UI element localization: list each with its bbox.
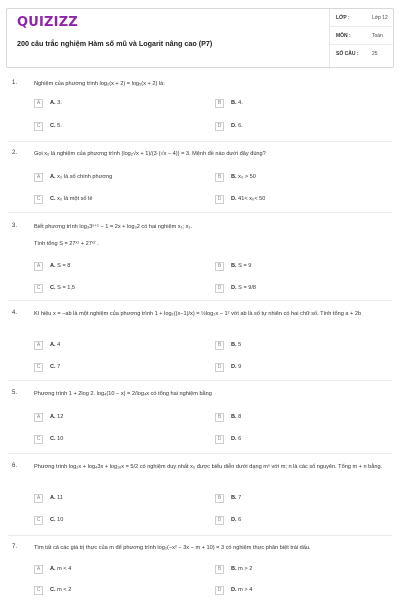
option-value: 11 — [57, 495, 63, 501]
option-label: C. — [50, 436, 56, 442]
option-label: C. — [50, 364, 56, 370]
option-value: x₀ là số chính phương — [57, 174, 113, 180]
option-label: C. — [50, 587, 56, 593]
option-label: A. — [50, 263, 56, 269]
option-value: 7 — [238, 495, 242, 501]
question-text: Biết phương trình log₃3ˣ⁺¹ − 1 = 2x + log₃2 có hai nghiệm x₁; x₂. — [34, 224, 193, 230]
option-value: m > 4 — [238, 587, 253, 593]
option-label: B. — [231, 566, 237, 572]
option-value: 5. — [57, 123, 62, 129]
option-label: D. — [231, 196, 237, 202]
meta-row-grade — [330, 11, 395, 27]
question-text-line2: Tính tổng S = 27ˣ¹ + 27ˣ² . — [34, 241, 99, 247]
option-label: B. — [231, 342, 237, 348]
option-value: 4. — [238, 100, 243, 106]
worksheet-header — [6, 8, 394, 68]
meta-key: LỚP : — [336, 15, 350, 21]
option-label: D. — [231, 587, 237, 593]
option-value: m > 2 — [238, 566, 253, 572]
meta-row-subject — [330, 29, 395, 45]
option-letter-box: A — [34, 173, 43, 182]
option-letter-box: D — [215, 195, 224, 204]
option-label: C. — [50, 517, 56, 523]
option-value: x₀ > 50 — [238, 174, 256, 180]
option-label: D. — [231, 123, 237, 129]
option-label: C. — [50, 196, 56, 202]
question-divider — [8, 453, 392, 454]
option-label: A. — [50, 566, 56, 572]
question-number: 3. — [12, 223, 18, 229]
question-divider — [8, 141, 392, 142]
question-text: Kí hiệu x = −ab là một nghiệm của phương trình 1 + log₂((x−1)/x) = ½log₂x − 1² với ab là số tự nhiên có hai chữ số. Tính tổng a + 2b — [34, 311, 362, 317]
question-divider — [8, 380, 392, 381]
question-divider — [8, 300, 392, 301]
option-letter-box: B — [215, 565, 224, 574]
option-letter-box: D — [215, 284, 224, 293]
option-letter-box: C — [34, 586, 43, 595]
quizizz-logo[interactable]: QUIZIZZ — [17, 15, 78, 30]
option-label: D. — [231, 517, 237, 523]
option-letter-box: B — [215, 173, 224, 182]
option-label: A. — [50, 174, 56, 180]
option-letter-box: C — [34, 516, 43, 525]
option-letter-box: A — [34, 565, 43, 574]
option-letter-box: C — [34, 195, 43, 204]
question-divider — [8, 212, 392, 213]
option-letter-box: C — [34, 122, 43, 131]
option-letter-box: B — [215, 262, 224, 271]
option-value: x₀ là một số lẻ — [57, 196, 93, 202]
option-letter-box: A — [34, 262, 43, 271]
option-label: B. — [231, 414, 237, 420]
option-letter-box: A — [34, 99, 43, 108]
question-number: 4. — [12, 310, 18, 316]
option-value: 6. — [238, 123, 243, 129]
option-label: A. — [50, 100, 56, 106]
option-letter-box: C — [34, 435, 43, 444]
option-letter-box: D — [215, 122, 224, 131]
option-label: D. — [231, 364, 237, 370]
option-letter-box: D — [215, 586, 224, 595]
option-value: 41< x₀< 50 — [238, 196, 266, 202]
option-value: 6 — [238, 517, 242, 523]
question-text: Tìm tất cả các giá trị thực của m để phương trình log₂(−x² − 3x − m + 10) = 3 có nghiệm thực phân biệt trái dấu. — [34, 545, 311, 551]
option-label: A. — [50, 414, 56, 420]
option-label: C. — [50, 123, 56, 129]
meta-value: 25 — [372, 51, 378, 57]
option-label: D. — [231, 436, 237, 442]
option-letter-box: B — [215, 99, 224, 108]
option-value: S = 9 — [238, 263, 252, 269]
worksheet-meta — [329, 9, 395, 69]
option-value: 12 — [57, 414, 64, 420]
option-letter-box: A — [34, 413, 43, 422]
option-letter-box: D — [215, 363, 224, 372]
option-value: 10 — [57, 517, 64, 523]
option-value: 4 — [57, 342, 61, 348]
question-number: 5. — [12, 390, 18, 396]
option-label: A. — [50, 342, 56, 348]
option-value: 7 — [57, 364, 61, 370]
meta-value: Toán — [372, 33, 383, 39]
question-number: 7. — [12, 544, 18, 550]
option-letter-box: C — [34, 284, 43, 293]
option-letter-box: D — [215, 435, 224, 444]
meta-key: MÔN : — [336, 33, 351, 39]
question-text: Gọi x₀ là nghiệm của phương trình (log₂√x + 1)/(3·(√x − 4)) = 3. Mệnh đề nào dưới đây đúng? — [34, 151, 266, 157]
option-value: 5 — [238, 342, 242, 348]
option-value: S = 8 — [57, 263, 71, 269]
option-value: 3. — [57, 100, 62, 106]
question-text: Phương trình log₂x + log₄3x + log₁₆x = 5/2 có nghiệm duy nhất x₀ được biểu diễn dưới dạng mⁿ với m; n là các số nguyên. Tổng m + n bằng. — [34, 464, 383, 470]
option-value: m < 4 — [57, 566, 72, 572]
option-label: B. — [231, 174, 237, 180]
option-value: S = 9/8 — [238, 285, 257, 291]
meta-value: Lớp 12 — [372, 15, 388, 21]
option-letter-box: D — [215, 516, 224, 525]
option-value: 10 — [57, 436, 64, 442]
option-label: B. — [231, 495, 237, 501]
option-label: C. — [50, 285, 56, 291]
question-divider — [8, 535, 392, 536]
option-label: B. — [231, 263, 237, 269]
option-label: D. — [231, 285, 237, 291]
option-value: 9 — [238, 364, 242, 370]
question-text: Phương trình 1 + 2log 2. log₄(10 − x) = 2/log₄x có tổng hai nghiệm bằng — [34, 391, 212, 397]
option-letter-box: A — [34, 341, 43, 350]
option-value: S = 1,5 — [57, 285, 76, 291]
question-number: 1. — [12, 80, 18, 86]
worksheet-title: 200 câu trắc nghiệm Hàm số mũ và Logarit nâng cao (P7) — [17, 39, 213, 48]
option-letter-box: B — [215, 494, 224, 503]
option-value: 6 — [238, 436, 242, 442]
option-label: B. — [231, 100, 237, 106]
option-letter-box: C — [34, 363, 43, 372]
question-number: 2. — [12, 150, 18, 156]
question-number: 6. — [12, 463, 18, 469]
meta-row-count — [330, 47, 395, 63]
option-letter-box: B — [215, 341, 224, 350]
option-value: m < 2 — [57, 587, 72, 593]
option-letter-box: A — [34, 494, 43, 503]
question-text: Nghiệm của phương trình log₂(x + 2) = log₅(x + 2) là: — [34, 81, 165, 87]
option-value: 8 — [238, 414, 242, 420]
option-label: A. — [50, 495, 56, 501]
option-letter-box: B — [215, 413, 224, 422]
meta-key: SỐ CÂU : — [336, 51, 359, 57]
